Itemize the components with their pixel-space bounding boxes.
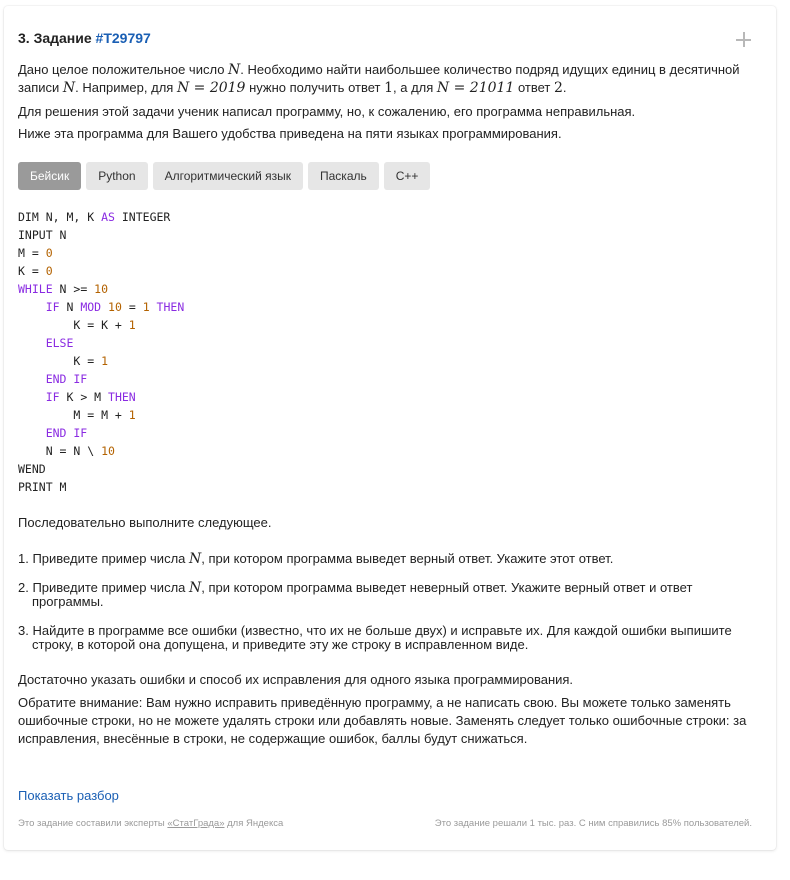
step-1: 1. Приведите пример числа N, при котором программа выведет верный ответ. Укажите этот ответ.	[18, 551, 614, 567]
steps-title: Последовательно выполните следующее.	[18, 515, 272, 530]
math-eq-21011: N = 21011	[436, 80, 515, 96]
math-var-n: N	[62, 80, 76, 96]
intro-text: . Необходимо найти наибольшее количество подряд идущих единиц в десятичной	[240, 62, 740, 77]
intro-paragraph	[18, 61, 748, 97]
task-id-link[interactable]: #T29797	[95, 30, 151, 46]
add-plus-icon[interactable]	[732, 28, 756, 52]
intro-text: нужно получить ответ	[245, 80, 385, 95]
intro-p2: Для решения этой задачи ученик написал программу, но, к сожалению, его программа неправильная.	[18, 104, 636, 119]
intro-text: ответ	[514, 80, 554, 95]
intro-text: . Например, для	[75, 80, 177, 95]
intro-text: записи	[18, 80, 63, 95]
math-answer-2: 2	[553, 80, 563, 96]
tab-python[interactable]: Python	[86, 162, 147, 190]
code-block: DIM N, M, K AS INTEGER INPUT N M = 0 K = 0 WHILE N >= 10 IF N MOD 10 = 1 THEN K = K + 1 ELSE K = 1 END IF IF K > M THEN M = M + 1 END IF N = N \ 10 WEND PRINT M	[18, 210, 185, 494]
task-number: 3. Задание	[18, 30, 92, 46]
note-1: Достаточно указать ошибки и способ их исправления для одного языка программирования.	[18, 672, 574, 687]
tab-pascal[interactable]: Паскаль	[308, 162, 379, 190]
math-answer-1: 1	[384, 80, 394, 96]
intro-text: , а для	[393, 80, 437, 95]
intro-text: Дано целое положительное число	[18, 62, 229, 77]
math-eq-2019: N = 2019	[176, 80, 246, 96]
show-solution-link[interactable]: Показать разбор	[18, 788, 119, 803]
intro-p3: Ниже эта программа для Вашего удобства приведена на пяти языках программирования.	[18, 126, 562, 141]
tab-cpp[interactable]: C++	[384, 162, 431, 190]
step-2: 2. Приведите пример числа N, при котором программа выведет неверный ответ. Укажите верный ответ и ответ программы.	[18, 580, 693, 609]
step-3: 3. Найдите в программе все ошибки (известно, что их не больше двух) и исправьте их. Для каждой ошибки выпишите строку, в которой она допущена, и приведите эту же строку в исправленном виде.	[18, 623, 732, 652]
tab-basic[interactable]: Бейсик	[18, 162, 81, 190]
math-var-n: N	[228, 62, 241, 78]
intro-text: .	[562, 80, 567, 95]
footer-stats: Это задание решали 1 тыс. раз. С ним справились 85% пользователей.	[434, 818, 752, 829]
footer-authors: Это задание составили эксперты «СтатГрада» для Яндекса	[18, 818, 284, 829]
tab-algorithmic[interactable]: Алгоритмический язык	[153, 162, 303, 190]
language-tabs	[18, 162, 430, 190]
statgrad-link[interactable]: «СтатГрада»	[167, 818, 225, 829]
note-2: Обратите внимание: Вам нужно исправить приведённую программу, а не написать свою. Вы можете только заменять ошибочные строки, но не можете удалять строки или добавлять новые. Заменять следует только ошибочные строки: за исправления, внесённые в строки, не содержащие ошибок, баллы будут снижаться.	[18, 695, 747, 746]
task-header	[18, 30, 151, 46]
task-card	[4, 6, 776, 850]
